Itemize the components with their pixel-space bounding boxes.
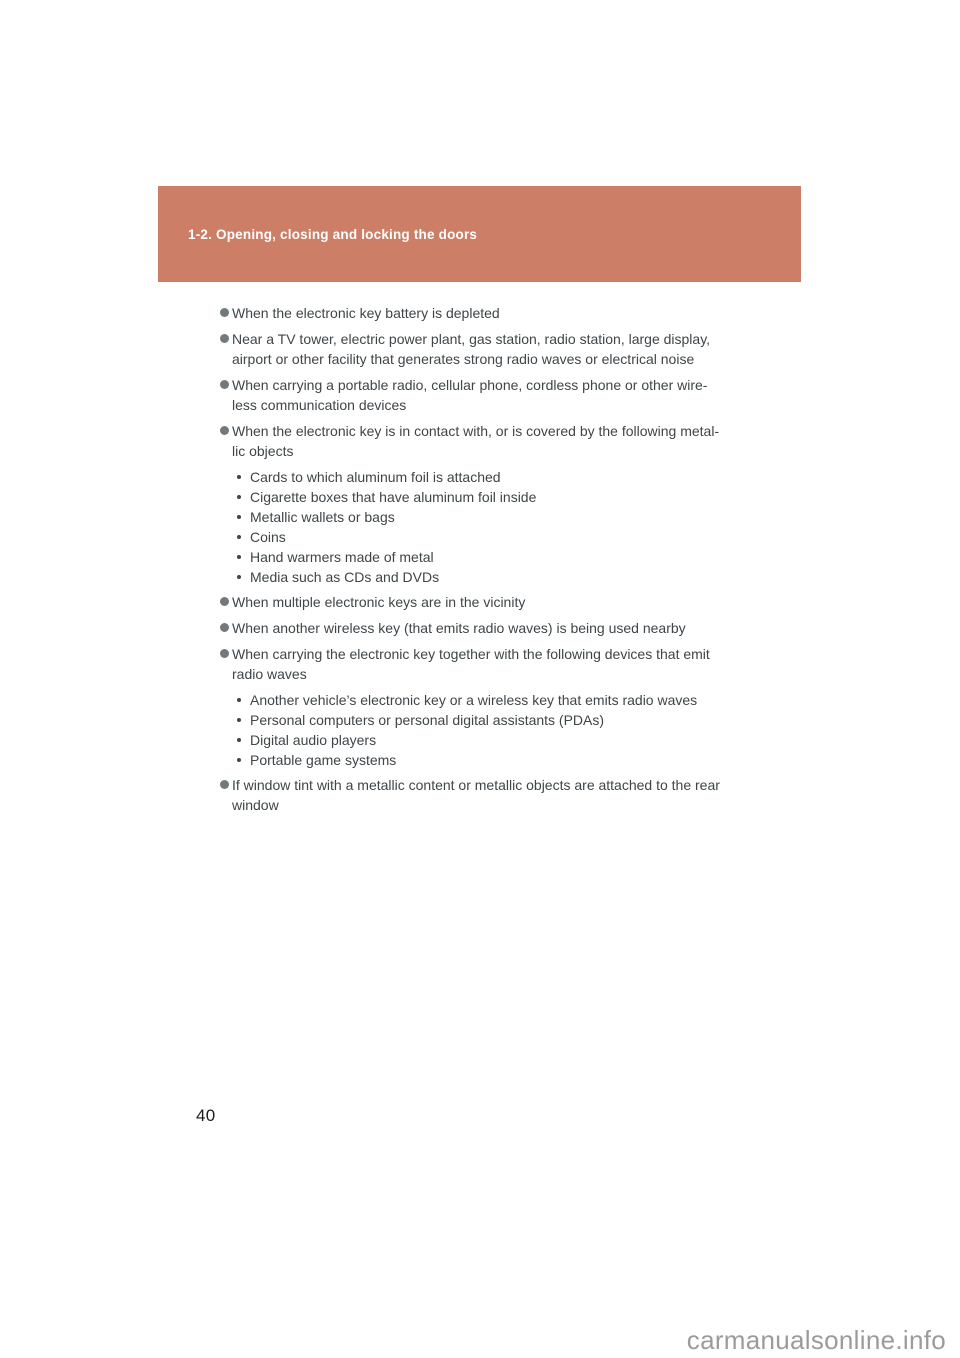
bullet-text [232, 421, 742, 461]
dot-icon [237, 535, 241, 539]
dot-icon [237, 698, 241, 702]
text-line: lic objects [232, 443, 294, 459]
dot-icon [237, 495, 241, 499]
text-line: airport or other facility that generates strong radio waves or electrical noise [232, 351, 695, 367]
list-item [220, 592, 742, 612]
bullet-text [232, 592, 742, 612]
sub-list-item [237, 487, 742, 507]
sub-item-text: Metallic wallets or bags [250, 509, 395, 525]
watermark-text: carmanualsonline.info [686, 1325, 946, 1355]
sub-item-text: Coins [250, 529, 286, 545]
sub-list-item [237, 547, 742, 567]
bullet-icon [220, 380, 229, 389]
sub-list-item [237, 467, 742, 487]
bullet-text [232, 329, 742, 369]
dot-icon [237, 555, 241, 559]
sub-list-item [237, 690, 742, 710]
sub-list-item [237, 750, 742, 770]
bullet-text [232, 644, 742, 684]
sub-list-item [237, 567, 742, 587]
bullet-text [232, 775, 742, 815]
sub-item-text: Another vehicle’s electronic key or a wireless key that emits radio waves [250, 692, 698, 708]
sub-list [237, 467, 742, 587]
text-line: When another wireless key (that emits radio waves) is being used nearby [232, 620, 686, 636]
bullet-icon [220, 623, 229, 632]
dot-icon [237, 515, 241, 519]
content-list [220, 303, 742, 821]
list-item [220, 303, 742, 323]
sub-item-text: Portable game systems [250, 752, 397, 768]
list-item [220, 618, 742, 638]
sub-item-text: Personal computers or personal digital assistants (PDAs) [250, 712, 605, 728]
bullet-icon [220, 334, 229, 343]
sub-item-text: Cigarette boxes that have aluminum foil inside [250, 489, 537, 505]
dot-icon [237, 758, 241, 762]
dot-icon [237, 738, 241, 742]
text-line: Near a TV tower, electric power plant, gas station, radio station, large display, [232, 331, 711, 347]
text-line: When carrying a portable radio, cellular phone, cordless phone or other wire- [232, 377, 708, 393]
text-line: When the electronic key battery is depleted [232, 305, 500, 321]
sub-list-item [237, 730, 742, 750]
bullet-icon [220, 308, 229, 317]
text-line: When the electronic key is in contact with, or is covered by the following metal- [232, 423, 720, 439]
text-line: less communication devices [232, 397, 407, 413]
page-number: 40 [196, 1106, 216, 1125]
dot-icon [237, 475, 241, 479]
sub-item-text: Cards to which aluminum foil is attached [250, 469, 501, 485]
sub-list-item [237, 710, 742, 730]
bullet-text [232, 618, 742, 638]
text-line: window [232, 797, 279, 813]
bullet-text [232, 303, 742, 323]
bullet-icon [220, 426, 229, 435]
text-line: When multiple electronic keys are in the vicinity [232, 594, 526, 610]
list-item [220, 775, 742, 815]
bullet-icon [220, 649, 229, 658]
sub-list-item [237, 507, 742, 527]
dot-icon [237, 575, 241, 579]
sub-item-text: Digital audio players [250, 732, 377, 748]
list-item [220, 421, 742, 461]
section-header-band [158, 186, 801, 282]
list-item [220, 329, 742, 369]
bullet-icon [220, 780, 229, 789]
sub-item-text: Hand warmers made of metal [250, 549, 434, 565]
bullet-text [232, 375, 742, 415]
sub-item-text: Media such as CDs and DVDs [250, 569, 440, 585]
list-item [220, 644, 742, 684]
text-line: radio waves [232, 666, 307, 682]
sub-list [237, 690, 742, 770]
list-item [220, 375, 742, 415]
bullet-icon [220, 597, 229, 606]
dot-icon [237, 718, 241, 722]
section-header-title: 1-2. Opening, closing and locking the doors [188, 226, 478, 242]
sub-list-item [237, 527, 742, 547]
text-line: When carrying the electronic key together with the following devices that emit [232, 646, 710, 662]
text-line: If window tint with a metallic content or metallic objects are attached to the rear [232, 777, 720, 793]
